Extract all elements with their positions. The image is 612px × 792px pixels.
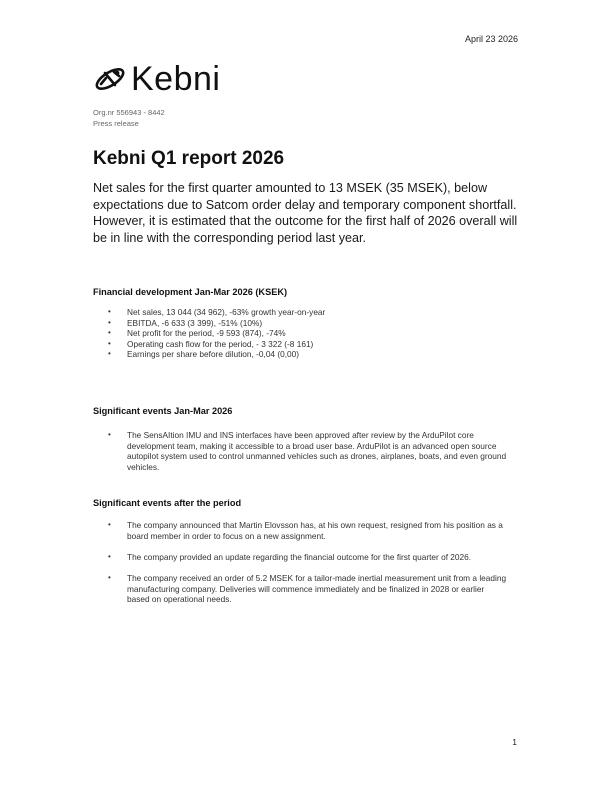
kebni-logo-icon	[93, 64, 127, 94]
list-item: • The company received an order of 5.2 MSEK for a tailor-made inertial measurement unit from a leading manufacturing company. Deliveries will commence immediately and be finalized in 2028 or earlier based on operational needs.	[93, 573, 507, 605]
list-item: • The company announced that Martin Elovsson has, at his own request, resigned from his position as a board member in order to focus on a new assignment.	[93, 520, 507, 541]
list-item: • Operating cash flow for the period, - 3 322 (-8 161)	[93, 339, 523, 350]
org-number: Org.nr 556943 - 8442	[93, 108, 165, 117]
report-date: April 23 2026	[464, 34, 518, 44]
document-type: Press release	[93, 119, 139, 128]
after-period-section	[93, 498, 523, 615]
list-item: • Earnings per share before dilution, -0,04 (0,00)	[93, 349, 523, 360]
after-period-list	[93, 520, 523, 605]
org-meta	[93, 107, 165, 129]
logo-wordmark: Kebni	[131, 60, 221, 98]
after-period-heading: Significant events after the period	[93, 498, 242, 508]
financial-heading: Financial development Jan-Mar 2026 (KSEK)	[93, 287, 288, 297]
list-item: • The SensAItion IMU and INS interfaces have been approved after review by the ArduPilot core development team, making it accessible to a broad user base. ArduPilot is an advanced open source autopilot system used to control unmanned vehicles such as drones, airplanes, boats, and even ground vehicles.	[93, 430, 507, 472]
list-item: • Net sales, 13 044 (34 962), -63% growth year-on-year	[93, 307, 523, 318]
financial-list	[93, 307, 523, 360]
events-section	[93, 406, 523, 483]
events-heading: Significant events Jan-Mar 2026	[93, 406, 233, 416]
kebni-logo	[93, 62, 220, 96]
financial-section	[93, 287, 523, 360]
lead-paragraph: Net sales for the first quarter amounted to 13 MSEK (35 MSEK), below expectations due to Satcom order delay and temporary component shortfall. However, it is estimated that the outcome for the first half of 2026 overall will be in line with the corresponding period last year.	[93, 181, 518, 245]
page-number: 1	[512, 737, 517, 747]
list-item: • The company provided an update regarding the financial outcome for the first quarter of 2026.	[93, 552, 507, 563]
list-item: • EBITDA, -6 633 (3 399), -51% (10%)	[93, 318, 523, 329]
page-title: Kebni Q1 report 2026	[93, 148, 285, 169]
events-list	[93, 430, 523, 472]
list-item: • Net profit for the period, -9 593 (874), -74%	[93, 328, 523, 339]
